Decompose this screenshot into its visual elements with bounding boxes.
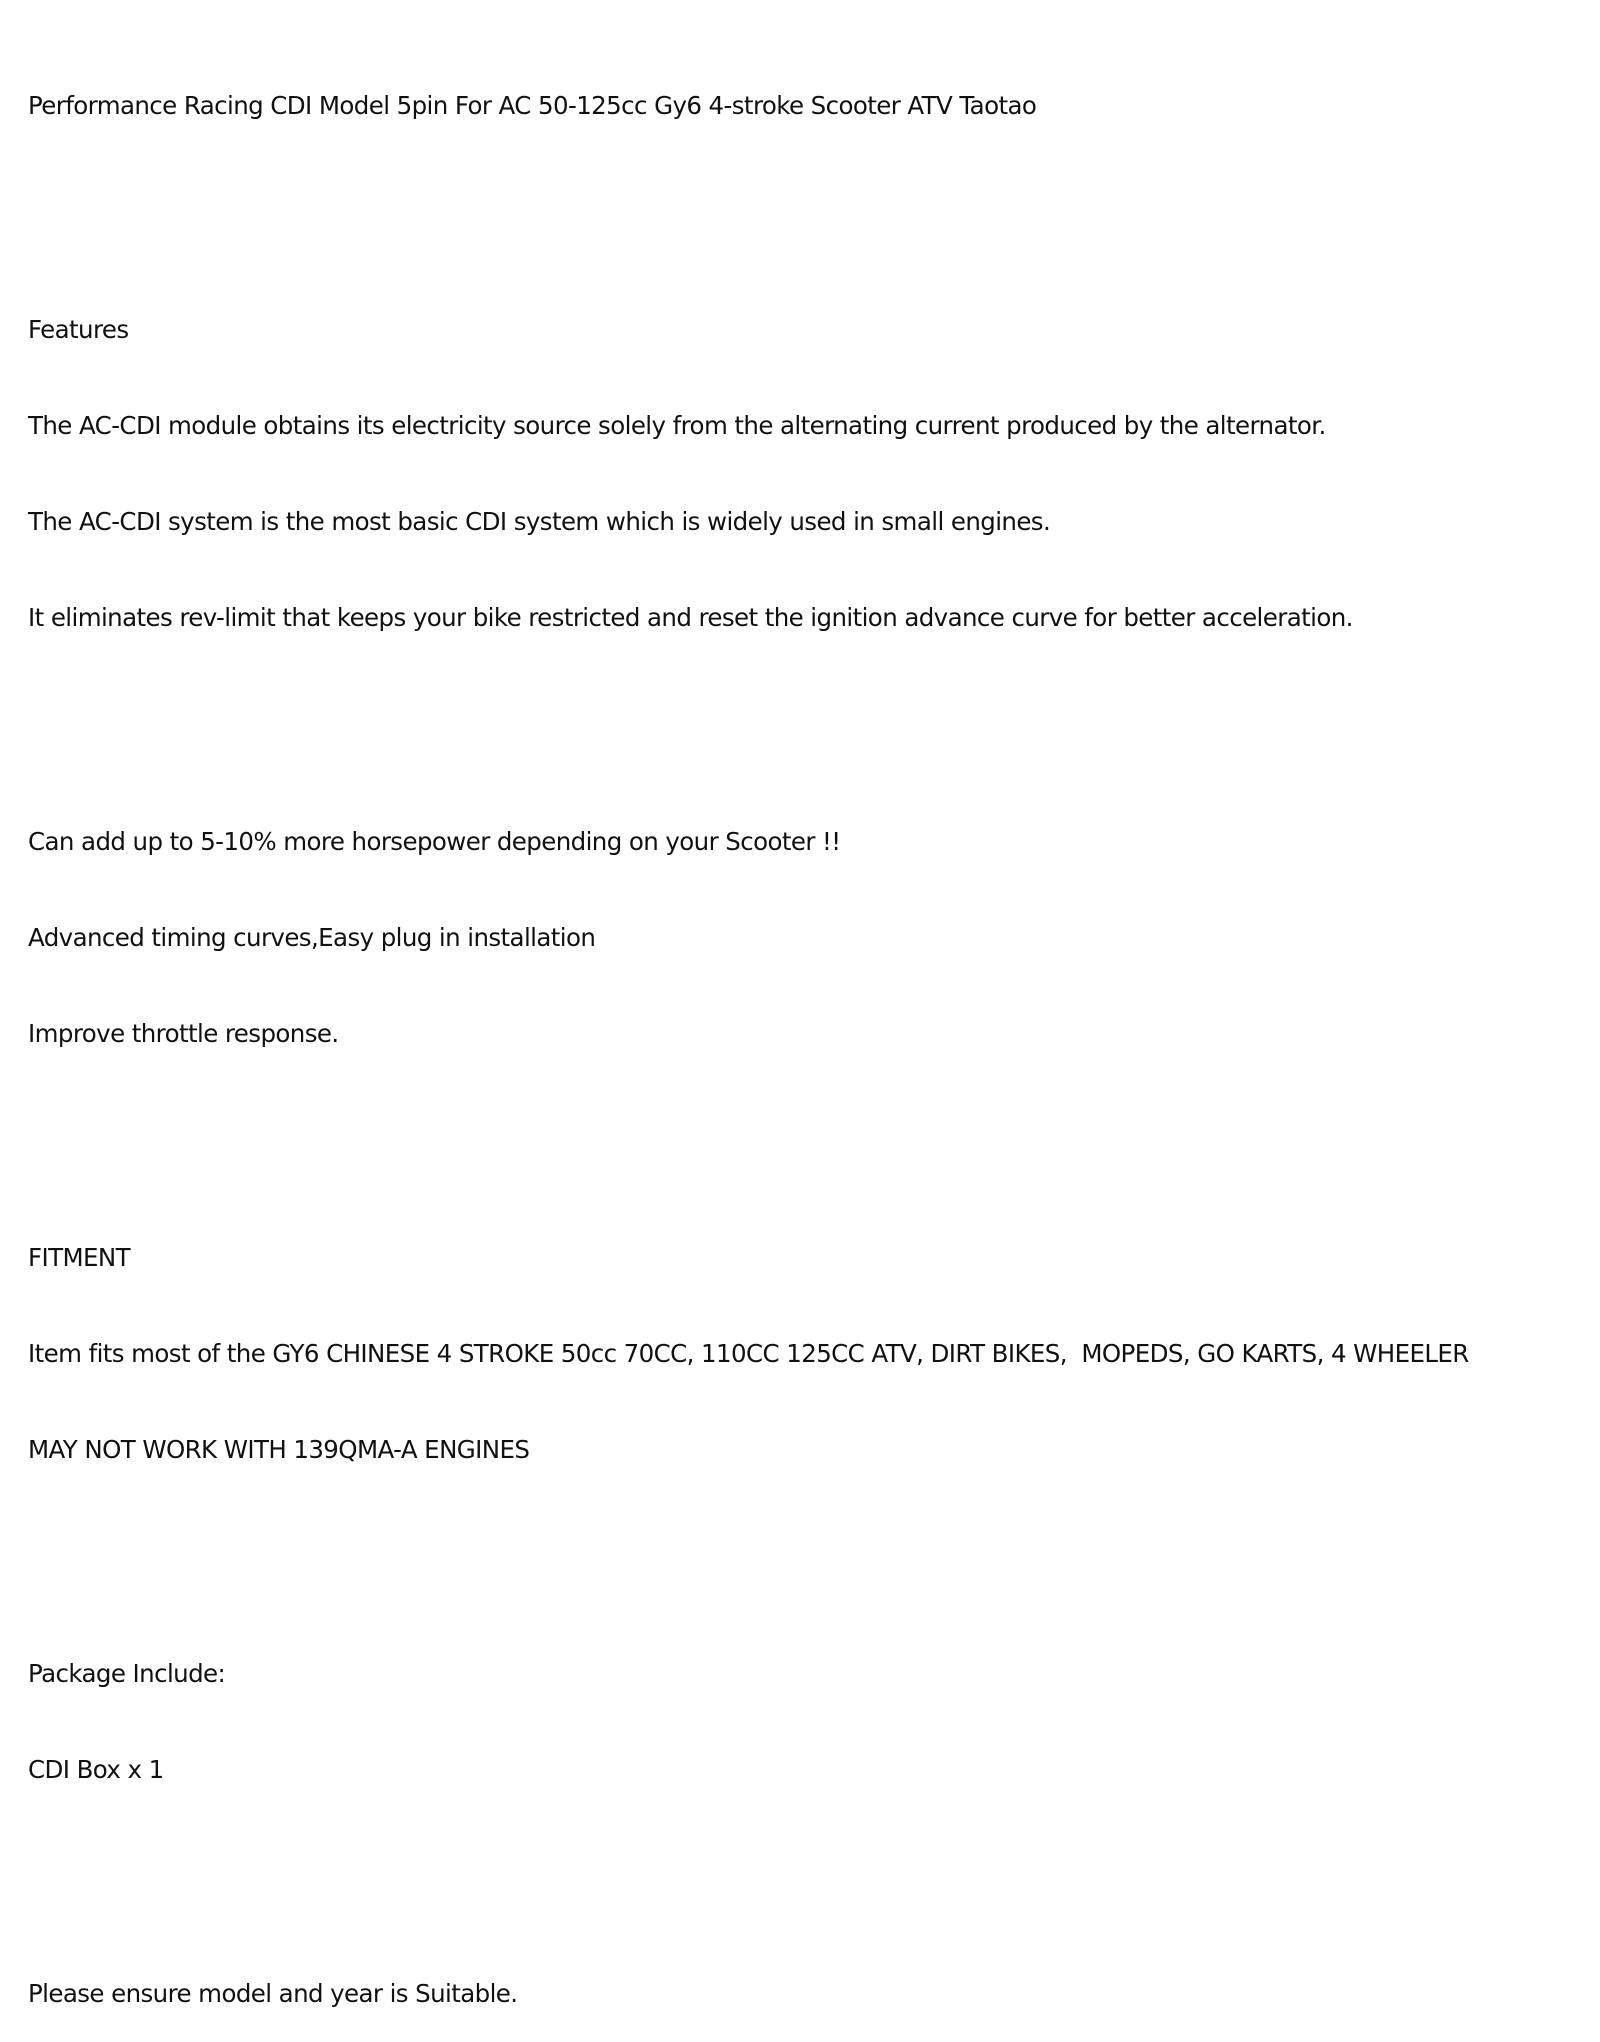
feature-line: The AC-CDI system is the most basic CDI system which is widely used in small engines. (28, 507, 1051, 536)
package-heading: Package Include: (28, 1659, 226, 1688)
benefit-line: Can add up to 5-10% more horsepower depending on your Scooter !! (28, 827, 841, 856)
spacer (28, 1530, 1596, 1562)
feature-line: It eliminates rev-limit that keeps your bike restricted and reset the ignition advance curve for better acceleration. (28, 603, 1353, 632)
suitability-note: Please ensure model and year is Suitable. (28, 1979, 518, 2008)
spacer (28, 1850, 1596, 1882)
spacer (28, 698, 1596, 730)
fitment-line: Item fits most of the GY6 CHINESE 4 STROKE 50cc 70CC, 110CC 125CC ATV, DIRT BIKES, MOPEDS, GO KARTS, 4 WHEELER (28, 1339, 1469, 1368)
product-description (28, 26, 1596, 2042)
feature-line: The AC-CDI module obtains its electricity source solely from the alternating current produced by the alternator. (28, 411, 1326, 440)
spacer (28, 186, 1596, 218)
package-item: CDI Box x 1 (28, 1755, 164, 1784)
features-heading: Features (28, 315, 129, 344)
spacer (28, 1114, 1596, 1146)
product-title: Performance Racing CDI Model 5pin For AC 50-125cc Gy6 4-stroke Scooter ATV Taotao (28, 91, 1037, 120)
benefit-line: Advanced timing curves,Easy plug in installation (28, 923, 596, 952)
fitment-heading: FITMENT (28, 1243, 130, 1272)
fitment-line: MAY NOT WORK WITH 139QMA-A ENGINES (28, 1435, 530, 1464)
benefit-line: Improve throttle response. (28, 1019, 339, 1048)
